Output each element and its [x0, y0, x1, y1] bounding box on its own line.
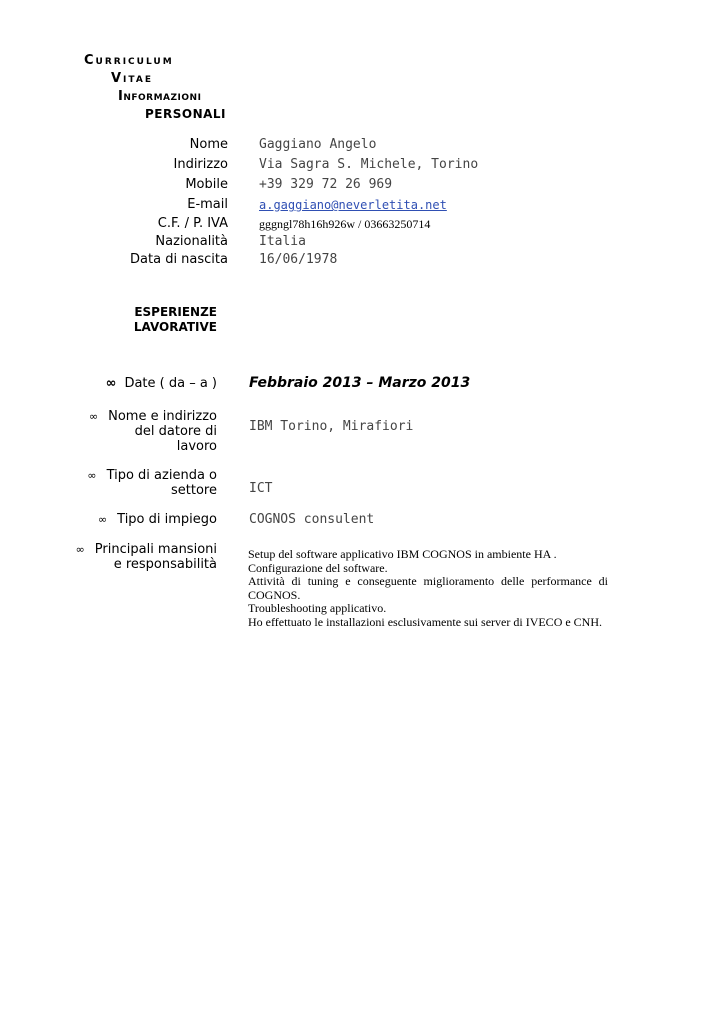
value-address: Via Sagra S. Michele, Torino	[259, 157, 479, 172]
employer-label-line1: Nome e indirizzo	[108, 409, 217, 424]
label-birthdate: Data di nascita	[130, 252, 228, 267]
label-tax-id: C.F. / P. IVA	[157, 216, 228, 231]
duty-item: Troubleshooting applicativo.	[248, 601, 387, 615]
value-mobile: +39 329 72 26 969	[259, 177, 393, 192]
value-tax-id: gggngl78h16h926w / 03663250714	[259, 217, 431, 231]
duties-label-block	[0, 542, 217, 572]
duties-label-line1: Principali mansioni	[94, 542, 217, 557]
label-nationality: Nazionalità	[155, 234, 228, 249]
duty-item: Ho effettuato le installazioni esclusivamente sui server di IVECO e CNH.	[248, 614, 603, 629]
sector-label-line2: settore	[171, 483, 217, 498]
bullet-icon: ∞	[87, 469, 97, 482]
personal-section-title-line1: Informazioni	[118, 89, 202, 104]
personal-section-title	[118, 89, 201, 104]
bullet-icon: ∞	[88, 410, 99, 423]
job-label-row	[0, 512, 217, 527]
employer-label-block	[0, 409, 217, 454]
dates-label: Date ( da – a )	[124, 376, 217, 391]
value-nationality: Italia	[259, 234, 306, 249]
label-name: Nome	[189, 137, 228, 152]
cv-title-curriculum	[84, 53, 174, 68]
bullet-icon: ∞	[105, 376, 117, 391]
cv-title-curriculum-text: Curriculum	[84, 53, 174, 68]
email-link[interactable]: a.gaggiano@neverletita.net	[259, 198, 447, 212]
bullet-icon: ∞	[97, 513, 108, 526]
personal-section-title-line2: PERSONALI	[145, 107, 227, 121]
employer-label-line2: del datore di	[134, 424, 217, 439]
personal-section-subtitle	[145, 107, 226, 121]
label-address: Indirizzo	[173, 157, 228, 172]
job-label: Tipo di impiego	[117, 512, 217, 527]
label-email: E-mail	[187, 197, 228, 212]
dates-value: Febbraio 2013 – Marzo 2013	[249, 375, 471, 391]
duty-item: Attività di tuning e conseguente miglioramento delle performance di COGNOS.	[248, 574, 608, 602]
duties-list	[248, 548, 608, 629]
duty-item: Configurazione del software.	[248, 560, 388, 575]
employer-value: IBM Torino, Mirafiori	[249, 419, 414, 434]
label-mobile: Mobile	[185, 177, 228, 192]
value-birthdate: 16/06/1978	[259, 252, 338, 267]
duty-item: Setup del software applicativo IBM COGNOS in ambiente HA .	[248, 547, 557, 561]
experience-section-title-line2: LAVORATIVE	[133, 320, 217, 334]
value-name: Gaggiano Angelo	[259, 137, 377, 152]
job-value: COGNOS consulent	[249, 512, 375, 527]
employer-label-line3: lavoro	[176, 439, 217, 454]
bullet-icon: ∞	[75, 543, 85, 556]
sector-label-line1: Tipo di azienda o	[106, 468, 217, 483]
cv-title-vitae-text: Vitae	[111, 71, 153, 86]
duties-label-line2: e responsabilità	[113, 557, 217, 572]
experience-section-title	[0, 305, 217, 334]
sector-value: ICT	[249, 481, 273, 496]
experience-section-title-line1: ESPERIENZE	[134, 305, 217, 319]
dates-label-row	[0, 376, 217, 391]
sector-label-block	[0, 468, 217, 498]
value-email	[259, 198, 447, 213]
cv-title-vitae	[111, 71, 153, 86]
